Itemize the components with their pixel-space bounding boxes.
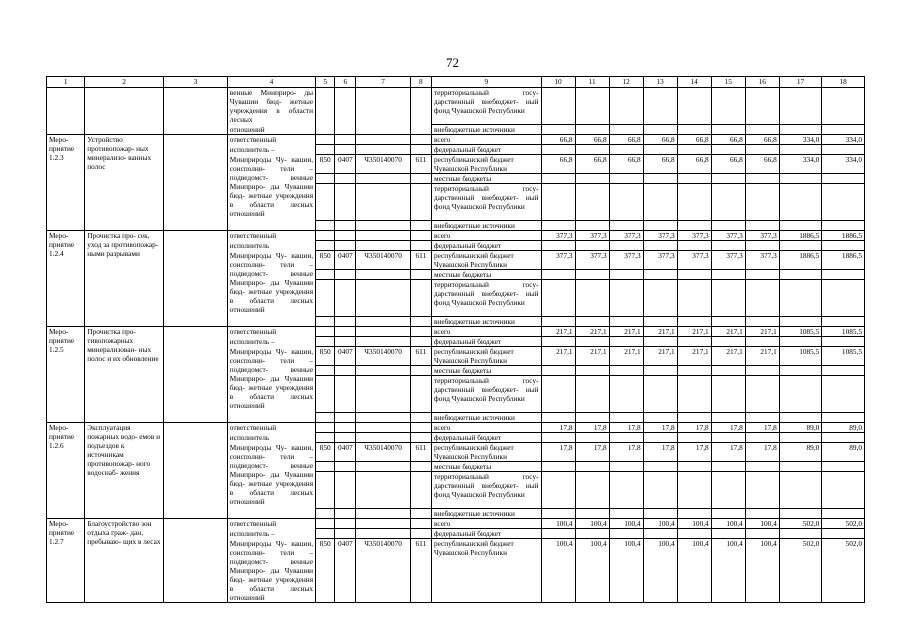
- value-cell: 17,8: [609, 423, 643, 433]
- source-cell: внебюджетные источники: [431, 125, 541, 135]
- measure-label: Меро- приятие 1.2.3: [47, 135, 85, 231]
- code-vr: 611: [410, 347, 431, 366]
- value-cell: 17,8: [711, 443, 745, 462]
- code-vr: 611: [410, 539, 431, 603]
- executor-cell: исполнитель: [227, 433, 315, 443]
- value-cell: 377,3: [745, 231, 779, 241]
- source-cell: внебюджетные источники: [431, 413, 541, 423]
- value-cell: 377,3: [677, 231, 711, 241]
- value-cell: 334,0: [779, 135, 822, 145]
- value-cell: 17,8: [541, 423, 575, 433]
- value-cell: 66,8: [745, 155, 779, 174]
- value-cell: 17,8: [745, 423, 779, 433]
- source-cell: всего: [431, 519, 541, 529]
- table-row: [47, 88, 865, 125]
- value-cell: 66,8: [677, 135, 711, 145]
- executor-cell: ответственный: [227, 327, 315, 337]
- page-number: 72: [446, 55, 459, 70]
- measure-label: Меро- приятие 1.2.6: [47, 423, 85, 519]
- code-vr: 611: [410, 443, 431, 462]
- measure-name: Благоустройство зон отдыха граж- дан, пребываю- щих в лесах: [85, 519, 164, 603]
- value-cell: 66,8: [711, 155, 745, 174]
- value-cell: 217,1: [677, 347, 711, 366]
- value-cell: 100,4: [575, 519, 609, 529]
- value-cell: 100,4: [711, 519, 745, 529]
- value-cell: 377,3: [541, 251, 575, 270]
- value-cell: 217,1: [643, 347, 677, 366]
- source-cell: федеральный бюджет: [431, 529, 541, 539]
- value-cell: 100,4: [541, 539, 575, 603]
- value-cell: 100,4: [575, 539, 609, 603]
- value-cell: 17,8: [677, 423, 711, 433]
- value-cell: 1886,5: [822, 251, 865, 270]
- value-cell: 377,3: [609, 251, 643, 270]
- source-cell: федеральный бюджет: [431, 337, 541, 347]
- value-cell: 17,8: [643, 423, 677, 433]
- value-cell: 377,3: [575, 231, 609, 241]
- value-cell: 377,3: [711, 231, 745, 241]
- executor-cell: Минприроды Чу- вашии, соисполни- тели – подведомст- венные Минприро- ды Чувашии бюд- жетные учреждения в области лесных отношений: [227, 347, 315, 423]
- value-cell: 89,0: [822, 423, 865, 433]
- value-cell: 217,1: [541, 347, 575, 366]
- value-cell: 66,8: [711, 135, 745, 145]
- header-col-number: 16: [745, 77, 779, 88]
- header-col-number: 2: [85, 77, 164, 88]
- value-cell: 377,3: [643, 251, 677, 270]
- code-grbs: 850: [316, 155, 335, 174]
- value-cell: 377,3: [541, 231, 575, 241]
- value-cell: 89,0: [779, 423, 822, 433]
- code-csr: Ч350140070: [356, 443, 410, 462]
- value-cell: 66,8: [677, 155, 711, 174]
- code-csr: Ч350140070: [356, 155, 410, 174]
- source-cell: республиканский бюджет Чувашской Республики: [431, 539, 541, 603]
- header-col-number: 8: [410, 77, 431, 88]
- source-cell: федеральный бюджет: [431, 433, 541, 443]
- header-col-number: 3: [163, 77, 227, 88]
- value-cell: 1085,5: [822, 327, 865, 337]
- executor-cell: ответственный: [227, 519, 315, 529]
- code-rzpr: 0407: [335, 251, 356, 270]
- value-cell: 17,8: [745, 443, 779, 462]
- value-cell: 217,1: [609, 347, 643, 366]
- value-cell: 502,0: [822, 539, 865, 603]
- value-cell: 66,8: [541, 155, 575, 174]
- value-cell: 100,4: [711, 539, 745, 603]
- code-vr: 611: [410, 251, 431, 270]
- value-cell: 217,1: [745, 347, 779, 366]
- value-cell: 100,4: [745, 539, 779, 603]
- value-cell: 89,0: [822, 443, 865, 462]
- value-cell: 66,8: [643, 155, 677, 174]
- value-cell: 66,8: [609, 135, 643, 145]
- code-csr: Ч350140070: [356, 347, 410, 366]
- value-cell: 100,4: [609, 539, 643, 603]
- source-cell: территориальный госу- дарственный внебюджет- ный фонд Чувашской Республики: [431, 472, 541, 509]
- value-cell: 377,3: [575, 251, 609, 270]
- code-grbs: 850: [316, 251, 335, 270]
- header-col-number: 5: [316, 77, 335, 88]
- value-cell: 100,4: [745, 519, 779, 529]
- value-cell: 100,4: [677, 539, 711, 603]
- executor-cell: Минприроды Чу- вашии, соисполни- тели – подведомст- венные Минприро- ды Чувашии бюд- жетные учреждения в области лесных отношений: [227, 443, 315, 519]
- value-cell: 100,4: [643, 539, 677, 603]
- value-cell: 1085,5: [779, 327, 822, 337]
- executor-cell: ответственный: [227, 135, 315, 145]
- value-cell: 217,1: [609, 327, 643, 337]
- header-col-number: 10: [541, 77, 575, 88]
- value-cell: 100,4: [541, 519, 575, 529]
- executor-cell: Минприроды Чу- вашии, соисполни- тели – подведомст- венные Минприро- ды Чувашии бюд- жетные учреждения в области лесных отношений: [227, 251, 315, 327]
- value-cell: 217,1: [745, 327, 779, 337]
- value-cell: 377,3: [711, 251, 745, 270]
- value-cell: 502,0: [779, 539, 822, 603]
- value-cell: 217,1: [575, 327, 609, 337]
- measure-label: Меро- приятие 1.2.7: [47, 519, 85, 603]
- value-cell: 217,1: [677, 327, 711, 337]
- source-cell: территориальный госу- дарственный внебюджет- ный фонд Чувашской Республики: [431, 88, 541, 125]
- executor-cell: ответственный: [227, 231, 315, 241]
- value-cell: 17,8: [677, 443, 711, 462]
- value-cell: 377,3: [745, 251, 779, 270]
- value-cell: 1085,5: [822, 347, 865, 366]
- value-cell: 66,8: [575, 135, 609, 145]
- source-cell: всего: [431, 231, 541, 241]
- value-cell: 100,4: [643, 519, 677, 529]
- value-cell: 217,1: [711, 347, 745, 366]
- measure-name: Эксплуатация пожарных водо- емов и подъездов к источникам противопожар- ного водоснаб- жения: [85, 423, 164, 519]
- source-cell: местные бюджеты: [431, 462, 541, 472]
- code-grbs: 850: [316, 539, 335, 603]
- value-cell: 89,0: [779, 443, 822, 462]
- value-cell: 217,1: [643, 327, 677, 337]
- source-cell: территориальный госу- дарственный внебюджет- ный фонд Чувашской Республики: [431, 376, 541, 413]
- code-grbs: 850: [316, 443, 335, 462]
- header-col-number: 11: [575, 77, 609, 88]
- measure-name: Прочистка про- сек, уход за противопожар- ными разрывами: [85, 231, 164, 327]
- executor-cell: исполнитель –: [227, 529, 315, 539]
- executor-cell: ответственный: [227, 423, 315, 433]
- source-cell: всего: [431, 423, 541, 433]
- header-col-number: 4: [227, 77, 315, 88]
- value-cell: 100,4: [677, 519, 711, 529]
- source-cell: внебюджетные источники: [431, 221, 541, 231]
- executor-cell: Минприроды Чу- вашии, соисполни- тели – подведомст- венные Минприро- ды Чувашии бюд- жетные учреждения в области лесных отношений: [227, 155, 315, 231]
- measure-name: Устройство противопожар- ных минерализо- ванных полос: [85, 135, 164, 231]
- source-cell: местные бюджеты: [431, 174, 541, 184]
- table-row: [47, 327, 865, 337]
- header-col-number: 12: [609, 77, 643, 88]
- source-cell: территориальный госу- дарственный внебюджет- ный фонд Чувашской Республики: [431, 280, 541, 317]
- value-cell: 1886,5: [779, 231, 822, 241]
- value-cell: 334,0: [822, 135, 865, 145]
- table-row: [47, 135, 865, 145]
- value-cell: 334,0: [779, 155, 822, 174]
- value-cell: 377,3: [643, 231, 677, 241]
- table-row: [47, 231, 865, 241]
- code-csr: Ч350140070: [356, 251, 410, 270]
- value-cell: 17,8: [575, 443, 609, 462]
- value-cell: 66,8: [643, 135, 677, 145]
- value-cell: 502,0: [822, 519, 865, 529]
- value-cell: 17,8: [609, 443, 643, 462]
- source-cell: федеральный бюджет: [431, 145, 541, 155]
- value-cell: 1886,5: [822, 231, 865, 241]
- source-cell: республиканский бюджет Чувашской Республики: [431, 251, 541, 270]
- value-cell: 1886,5: [779, 251, 822, 270]
- source-cell: всего: [431, 327, 541, 337]
- header-col-number: 17: [779, 77, 822, 88]
- code-grbs: 850: [316, 347, 335, 366]
- source-cell: местные бюджеты: [431, 270, 541, 280]
- table-row: [47, 423, 865, 433]
- value-cell: 17,8: [643, 443, 677, 462]
- executor-cell: исполнитель –: [227, 337, 315, 347]
- source-cell: республиканский бюджет Чувашской Республики: [431, 443, 541, 462]
- value-cell: 66,8: [541, 135, 575, 145]
- header-col-number: 15: [711, 77, 745, 88]
- source-cell: всего: [431, 135, 541, 145]
- measure-name: Прочистка про- тивопожарных минерализован- ных полос и их обновление: [85, 327, 164, 423]
- header-col-number: 14: [677, 77, 711, 88]
- header-col-number: 18: [822, 77, 865, 88]
- source-cell: местные бюджеты: [431, 366, 541, 376]
- source-cell: республиканский бюджет Чувашской Республики: [431, 155, 541, 174]
- value-cell: 66,8: [575, 155, 609, 174]
- budget-table: [46, 76, 865, 603]
- value-cell: 502,0: [779, 519, 822, 529]
- measure-label: Меро- приятие 1.2.5: [47, 327, 85, 423]
- header-col-number: 1: [47, 77, 85, 88]
- source-cell: внебюджетные источники: [431, 509, 541, 519]
- value-cell: 334,0: [822, 155, 865, 174]
- source-cell: территориальный госу- дарственный внебюджет- ный фонд Чувашской Республики: [431, 184, 541, 221]
- value-cell: 17,8: [711, 423, 745, 433]
- executor-cell: отношений: [227, 125, 315, 135]
- value-cell: 66,8: [609, 155, 643, 174]
- executor-cell: исполнитель –: [227, 145, 315, 155]
- value-cell: 217,1: [711, 327, 745, 337]
- executor-cell: венные Минприро- ды Чувашии бюд- жетные учреждения в области лесных: [227, 88, 315, 125]
- header-col-number: 9: [431, 77, 541, 88]
- executor-cell: Минприроды Чу- вашии, соисполни- тели – подведомст- венные Минприро- ды Чувашии бюд- жетные учреждения в области лесных отношений: [227, 539, 315, 603]
- code-rzpr: 0407: [335, 347, 356, 366]
- value-cell: 377,3: [677, 251, 711, 270]
- source-cell: федеральный бюджет: [431, 241, 541, 251]
- value-cell: 17,8: [575, 423, 609, 433]
- measure-label: Меро- приятие 1.2.4: [47, 231, 85, 327]
- value-cell: 17,8: [541, 443, 575, 462]
- code-rzpr: 0407: [335, 155, 356, 174]
- value-cell: 217,1: [575, 347, 609, 366]
- executor-cell: исполнитель: [227, 241, 315, 251]
- value-cell: 217,1: [541, 327, 575, 337]
- header-col-number: 6: [335, 77, 356, 88]
- value-cell: 1085,5: [779, 347, 822, 366]
- header-col-number: 7: [356, 77, 410, 88]
- header-row: [47, 77, 865, 88]
- value-cell: 377,3: [609, 231, 643, 241]
- code-rzpr: 0407: [335, 443, 356, 462]
- value-cell: 66,8: [745, 135, 779, 145]
- source-cell: внебюджетные источники: [431, 317, 541, 327]
- header-col-number: 13: [643, 77, 677, 88]
- code-csr: Ч350140070: [356, 539, 410, 603]
- table-row: [47, 519, 865, 529]
- code-rzpr: 0407: [335, 539, 356, 603]
- code-vr: 611: [410, 155, 431, 174]
- source-cell: республиканский бюджет Чувашской Республики: [431, 347, 541, 366]
- value-cell: 100,4: [609, 519, 643, 529]
